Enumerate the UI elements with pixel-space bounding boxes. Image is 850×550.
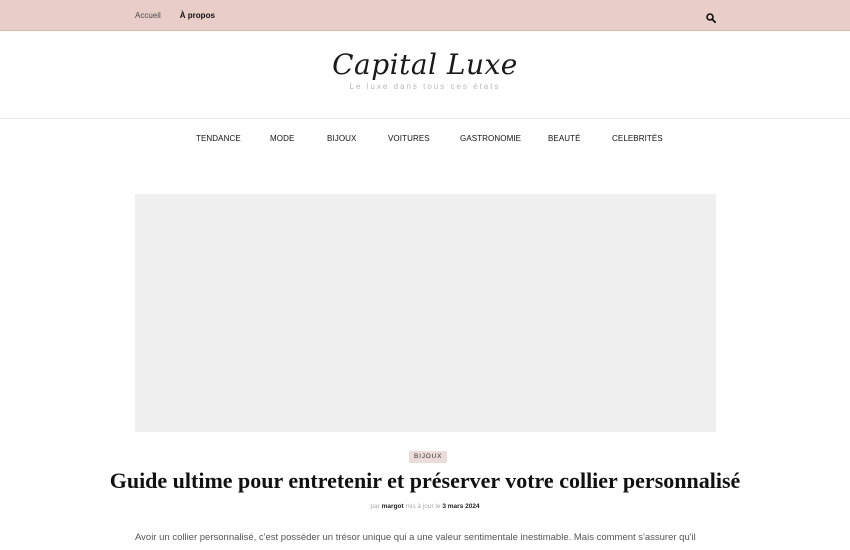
main-nav xyxy=(0,120,850,156)
site-header xyxy=(0,31,850,119)
site-tagline: Le luxe dans tous ces états xyxy=(349,82,501,91)
meta-by: par xyxy=(370,503,380,510)
main-nav-tendance[interactable]: TENDANCE xyxy=(196,134,241,143)
top-nav-about[interactable]: À propos xyxy=(179,11,215,20)
top-nav-home[interactable]: Accueil xyxy=(135,11,161,20)
article-title[interactable]: Guide ultime pour entretenir et préserver votre collier personnalisé xyxy=(109,468,741,493)
top-bar xyxy=(0,0,850,31)
main-nav-beaute[interactable]: BEAUTÉ xyxy=(548,134,581,143)
main-nav-bijoux[interactable]: BIJOUX xyxy=(327,134,357,143)
main-nav-mode[interactable]: MODE xyxy=(270,134,295,143)
search-icon[interactable] xyxy=(706,10,716,20)
meta-date: 3 mars 2024 xyxy=(442,503,480,510)
main-nav-voitures[interactable]: VOITURES xyxy=(388,134,430,143)
meta-updated: mis à jour le xyxy=(405,503,441,510)
main-nav-gastronomie[interactable]: GASTRONOMIE xyxy=(460,134,522,143)
main-nav-celebrites[interactable]: CELEBRITÉS xyxy=(612,134,663,143)
site-logo[interactable]: Capital Luxe xyxy=(332,48,518,81)
top-nav xyxy=(135,0,234,31)
article-meta xyxy=(0,503,850,510)
article-excerpt: Avoir un collier personnalisé, c'est posséder un trésor unique qui a une valeur sentimentale inestimable. Mais comment s'assurer qu'il xyxy=(135,532,696,543)
featured-image-placeholder[interactable] xyxy=(135,194,716,432)
category-badge[interactable]: BIJOUX xyxy=(409,451,447,463)
meta-author[interactable]: margot xyxy=(381,503,404,510)
